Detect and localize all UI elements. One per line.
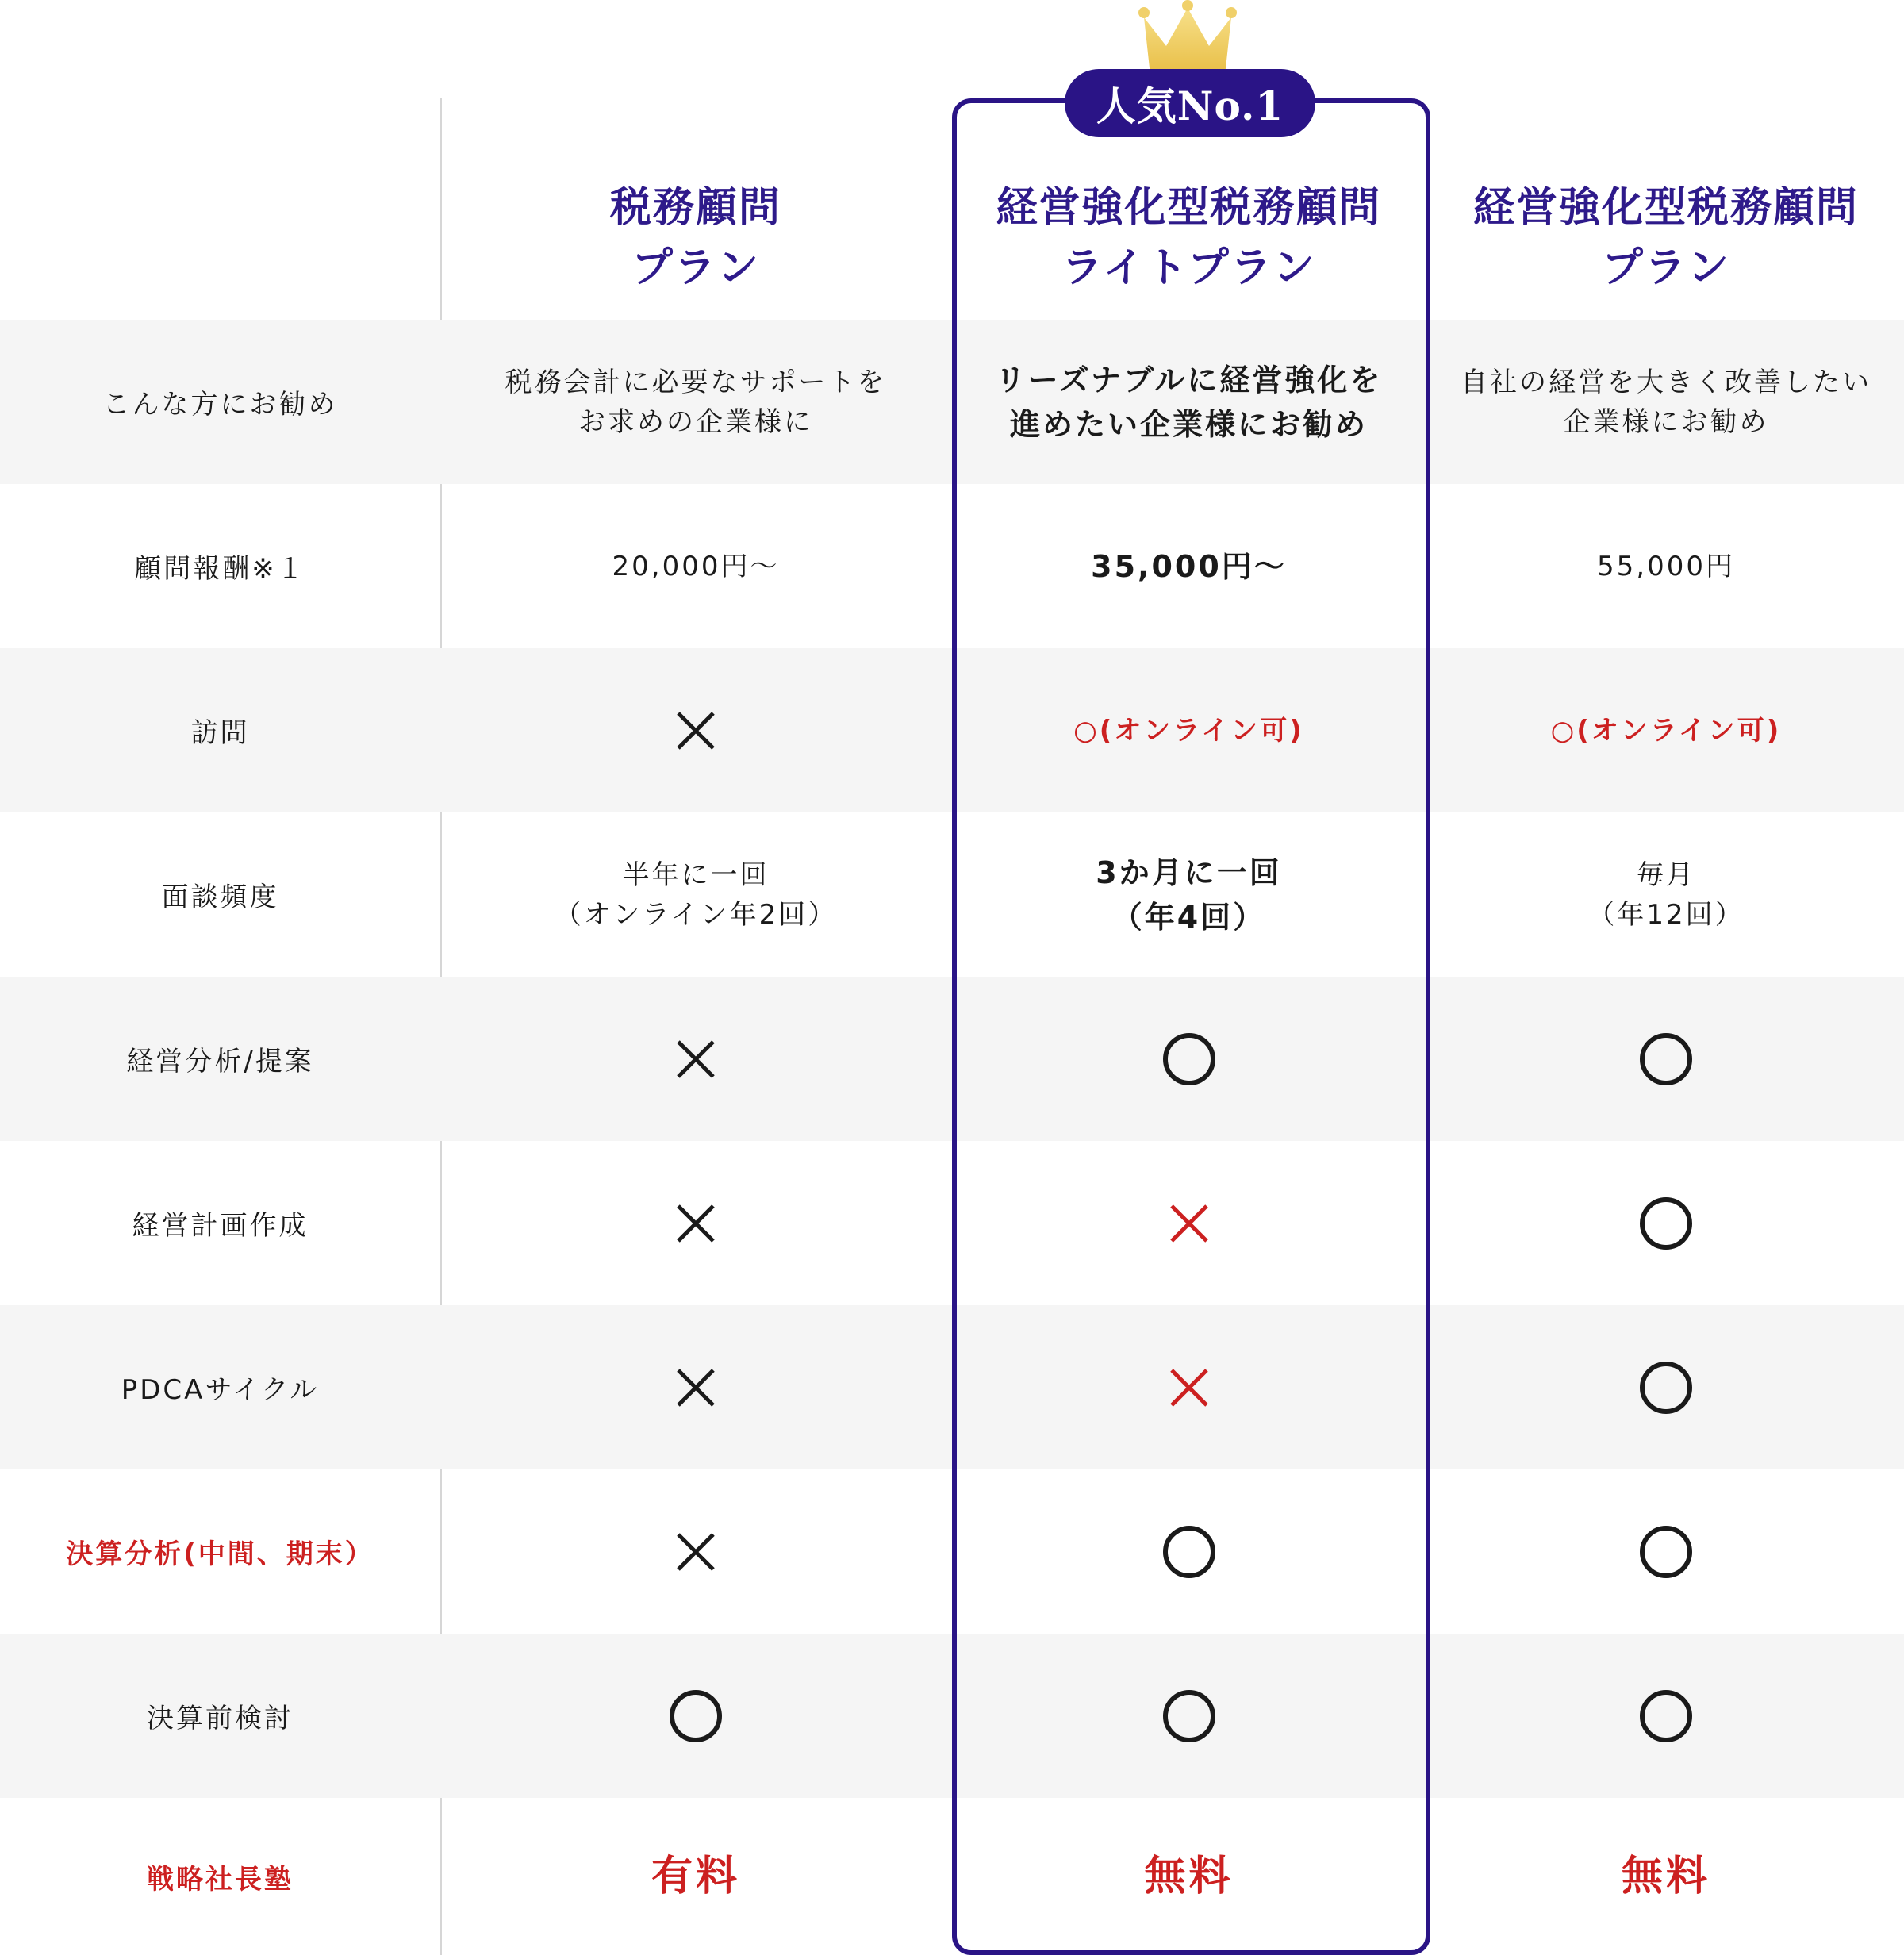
table-row	[0, 1141, 1904, 1305]
cross-mark-icon	[674, 1201, 718, 1246]
cross-mark-icon	[674, 1365, 718, 1410]
plan-header-lite: 経営強化型税務顧問 ライトプラン	[996, 183, 1382, 292]
cross-mark-icon	[674, 709, 718, 753]
table-row	[0, 484, 1904, 648]
table-row	[0, 812, 1904, 977]
table-row	[0, 977, 1904, 1141]
cross-mark-red-icon	[1167, 1365, 1211, 1410]
cell-value: 3か月に一回 （年4回）	[1096, 855, 1282, 935]
cell-value: 自社の経営を大きく改善したい 企業様にお勧め	[1461, 366, 1871, 438]
cell-value: ○(オンライン可)	[1550, 714, 1782, 747]
cross-mark-icon	[674, 1530, 718, 1574]
table-row	[0, 648, 1904, 812]
circle-mark-icon	[1638, 1688, 1694, 1744]
cell-value: 有料	[651, 1853, 740, 1900]
circle-mark-icon	[1638, 1031, 1694, 1087]
crown-icon	[1136, 0, 1239, 75]
row-label: こんな方にお勧め	[102, 389, 338, 421]
cross-mark-red-icon	[1167, 1201, 1211, 1246]
circle-mark-icon	[1638, 1360, 1694, 1415]
row-label: 面談頻度	[161, 881, 279, 913]
circle-mark-icon	[1161, 1524, 1217, 1580]
cell-value: リーズナブルに経営強化を 進めたい企業様にお勧め	[995, 362, 1383, 442]
cell-value: 20,000円〜	[612, 550, 780, 582]
circle-mark-icon	[1638, 1196, 1694, 1251]
row-label: 顧問報酬※１	[134, 553, 306, 585]
cell-value: 半年に一回 （オンライン年2回）	[554, 858, 838, 931]
circle-mark-icon	[1161, 1031, 1217, 1087]
table-row	[0, 1469, 1904, 1634]
row-label: 経営分析/提案	[126, 1046, 314, 1077]
cell-value: 無料	[1144, 1853, 1234, 1900]
row-label: 経営計画作成	[132, 1210, 309, 1242]
cross-mark-icon	[674, 1037, 718, 1081]
row-label: 決算分析(中間、期末）	[66, 1538, 374, 1570]
cell-value: 55,000円	[1597, 550, 1735, 582]
cell-value: 35,000円〜	[1091, 548, 1287, 584]
row-label: 決算前検討	[147, 1703, 294, 1734]
table-row	[0, 1305, 1904, 1469]
plan-header-management: 経営強化型税務顧問 プラン	[1472, 183, 1859, 292]
plan-header-tax-advisory: 税務顧問 プラン	[609, 183, 781, 292]
cell-value: 無料	[1621, 1853, 1710, 1900]
table-row	[0, 1634, 1904, 1798]
circle-mark-icon	[1638, 1524, 1694, 1580]
row-label: 戦略社長塾	[147, 1863, 294, 1895]
circle-mark-icon	[1161, 1688, 1217, 1744]
circle-mark-icon	[668, 1688, 724, 1744]
cell-value: 毎月 （年12回）	[1587, 858, 1745, 931]
cell-value: 税務会計に必要なサポートを お求めの企業様に	[505, 366, 887, 438]
table-row	[0, 320, 1904, 484]
row-label: PDCAサイクル	[121, 1374, 320, 1406]
table-row	[0, 1798, 1904, 1955]
row-label: 訪問	[190, 717, 250, 749]
cell-value: ○(オンライン可)	[1073, 714, 1304, 747]
popular-badge: 人気No.1	[1065, 69, 1315, 137]
